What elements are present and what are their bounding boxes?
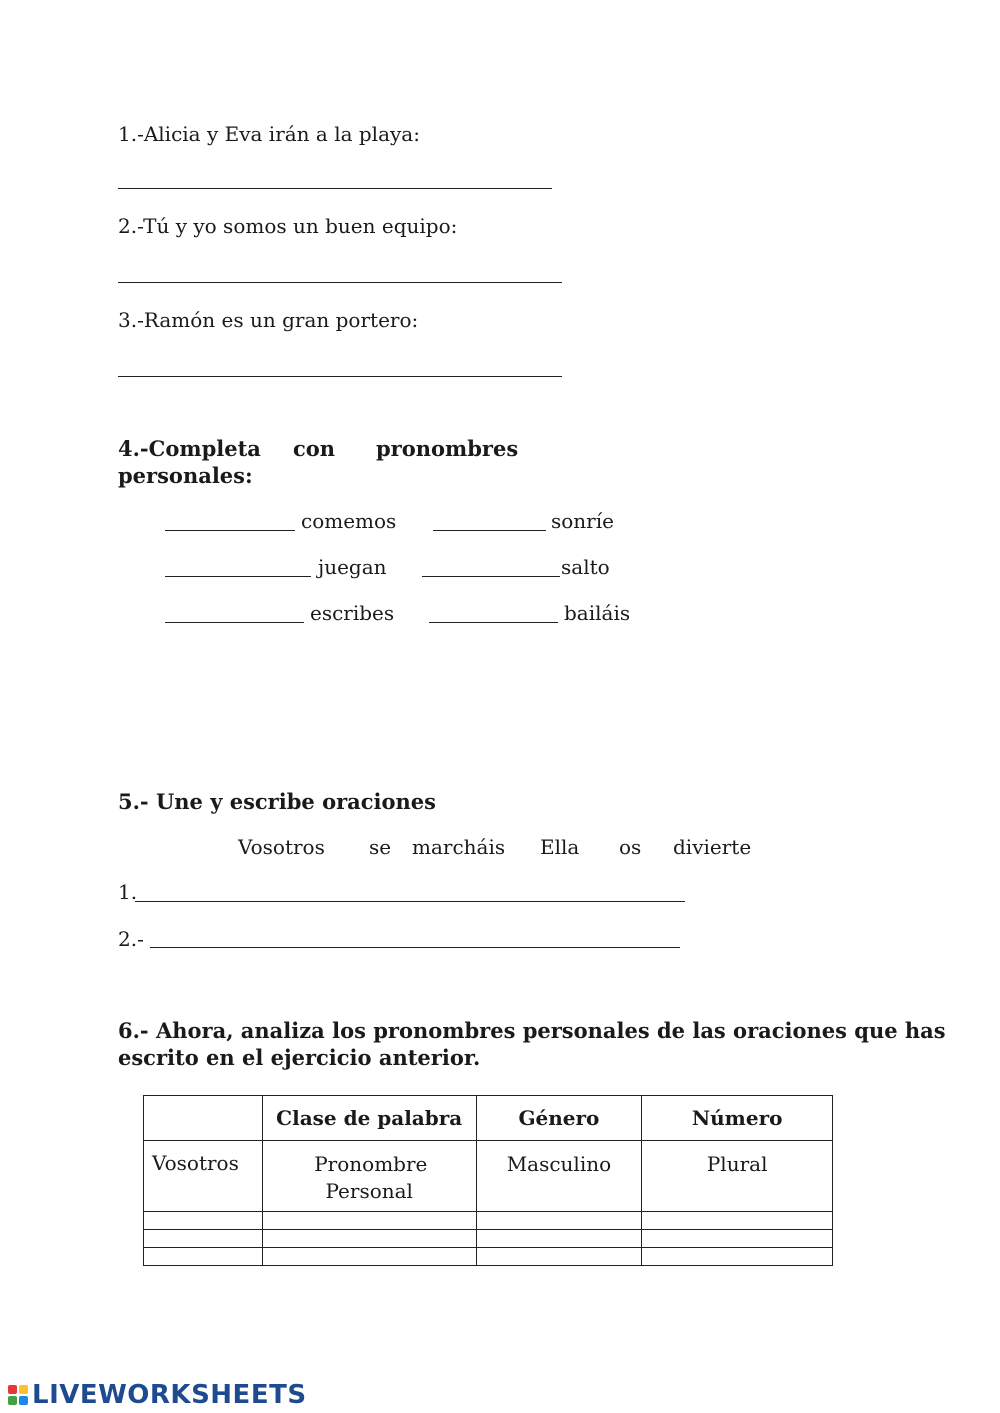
cell-clase: [262, 1141, 476, 1212]
header-empty: [144, 1096, 263, 1141]
empty-cell[interactable]: [144, 1212, 263, 1230]
word-divierte: divierte: [673, 835, 752, 859]
exercise4-title-word1: 4.-Completa: [118, 436, 261, 461]
verb-bailais: bailáis: [564, 601, 631, 625]
exercise4-title-word3: pronombres: [376, 436, 519, 461]
empty-cell[interactable]: [642, 1230, 833, 1248]
header-genero: Género: [476, 1096, 642, 1141]
cell-clase-text: Pronombre Personal: [314, 1152, 428, 1203]
blank-2[interactable]: [433, 530, 546, 531]
exercise4-title-word4: personales:: [118, 463, 253, 488]
header-numero: Número: [642, 1096, 833, 1141]
answer-line-3[interactable]: [118, 376, 562, 377]
line1-label: 1.: [118, 880, 138, 904]
empty-cell[interactable]: [144, 1230, 263, 1248]
empty-cell[interactable]: [476, 1212, 642, 1230]
sentence-line-2[interactable]: [150, 947, 680, 948]
empty-cell[interactable]: [262, 1230, 476, 1248]
cell-genero: Masculino: [476, 1141, 642, 1212]
exercise6-title-line1: 6.- Ahora, analiza los pronombres personales de las oraciones que has: [118, 1018, 946, 1043]
verb-juegan: juegan: [318, 555, 387, 579]
blank-6[interactable]: [429, 622, 558, 623]
sentence-1: 1.-Alicia y Eva irán a la playa:: [118, 122, 420, 146]
table-row: [144, 1230, 833, 1248]
word-os: os: [619, 835, 642, 859]
empty-cell[interactable]: [262, 1248, 476, 1266]
blank-5[interactable]: [165, 622, 304, 623]
exercise5-title: 5.- Une y escribe oraciones: [118, 789, 436, 814]
verb-sonrie: sonríe: [551, 509, 614, 533]
empty-cell[interactable]: [476, 1230, 642, 1248]
empty-cell[interactable]: [262, 1212, 476, 1230]
blank-4[interactable]: [422, 576, 560, 577]
empty-cell[interactable]: [144, 1248, 263, 1266]
verb-comemos: comemos: [301, 509, 397, 533]
liveworksheets-logo[interactable]: [8, 1380, 307, 1410]
sentence-3: 3.-Ramón es un gran portero:: [118, 308, 419, 332]
word-se: se: [369, 835, 392, 859]
answer-line-2[interactable]: [118, 282, 562, 283]
table-row: [144, 1141, 833, 1212]
word-ella: Ella: [540, 835, 580, 859]
empty-cell[interactable]: [642, 1248, 833, 1266]
word-vosotros: Vosotros: [238, 835, 325, 859]
exercise6-title-line2: escrito en el ejercicio anterior.: [118, 1045, 481, 1070]
cell-pronoun: Vosotros: [144, 1141, 263, 1212]
cell-numero: Plural: [642, 1141, 833, 1212]
sentence-line-1[interactable]: [135, 901, 685, 902]
word-marchais: marcháis: [412, 835, 506, 859]
table-row: [144, 1212, 833, 1230]
exercise4-title-word2: con: [293, 436, 336, 461]
sentence-2: 2.-Tú y yo somos un buen equipo:: [118, 214, 458, 238]
table-header-row: [144, 1096, 833, 1141]
verb-escribes: escribes: [310, 601, 395, 625]
blank-1[interactable]: [165, 530, 295, 531]
blank-3[interactable]: [165, 576, 311, 577]
line2-label: 2.-: [118, 927, 144, 951]
empty-cell[interactable]: [642, 1212, 833, 1230]
empty-cell[interactable]: [476, 1248, 642, 1266]
logo-blocks-icon: [8, 1385, 28, 1405]
analysis-table: [143, 1095, 833, 1266]
logo-text: LIVEWORKSHEETS: [32, 1380, 307, 1410]
verb-salto: salto: [561, 555, 610, 579]
answer-line-1[interactable]: [118, 188, 552, 189]
table-row: [144, 1248, 833, 1266]
header-clase: Clase de palabra: [262, 1096, 476, 1141]
